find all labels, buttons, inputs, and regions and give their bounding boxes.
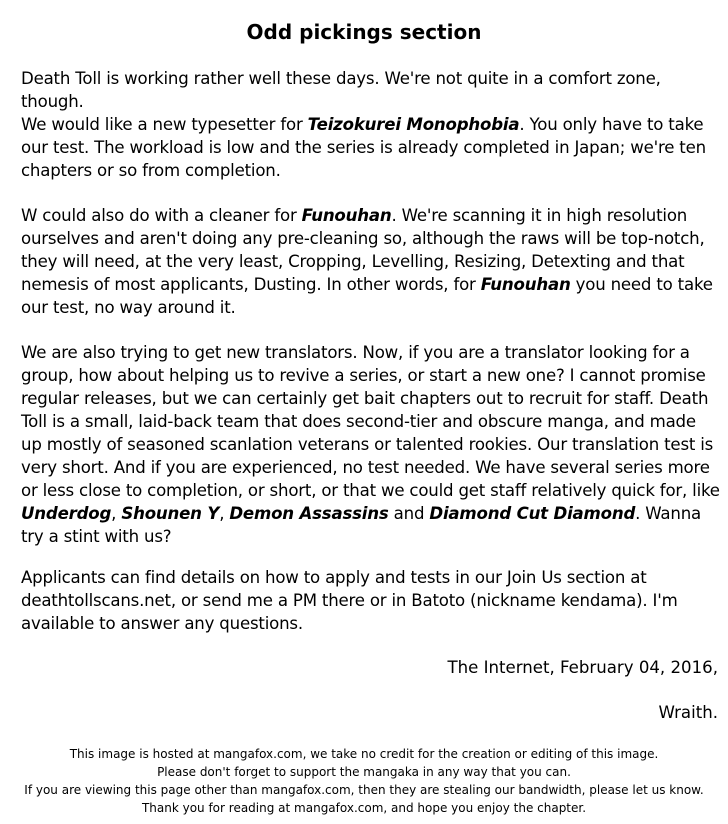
series-title: Shounen Y (121, 504, 220, 523)
paragraph-text: We would like a new typesetter for (21, 115, 308, 134)
paragraph-text: Applicants can find details on how to apply and tests in our Join Us section at deathtollscans.net, or send me a PM there or in Batoto (nickname kendama). I'm available to answer any questions. (21, 568, 678, 633)
signature: Wraith. (658, 703, 718, 722)
paragraph-cleaner-request (21, 204, 721, 319)
series-title: Funouhan (480, 275, 571, 294)
footer-line: Thank you for reading at mangafox.com, and hope you enjoy the chapter. (141, 801, 587, 815)
series-title: Underdog (21, 504, 112, 523)
paragraph-text: . You only have to take our test. The workload is low and the series is already completed in Japan; we're ten chapters or so from completion. (21, 115, 706, 180)
paragraph-text: W could also do with a cleaner for (21, 206, 302, 225)
series-title: Demon Assassins (229, 504, 389, 523)
series-title: Teizokurei Monophobia (307, 115, 520, 134)
paragraph-translator-request (21, 341, 721, 548)
paragraph-text: . Wanna try a stint with us? (21, 504, 702, 546)
paragraph-status (21, 67, 721, 113)
paragraph-text: , (111, 504, 122, 523)
paragraph-text: Death Toll is working rather well these days. We're not quite in a comfort zone, though. (21, 69, 661, 111)
paragraph-applicant-info (21, 566, 721, 635)
paragraph-text: and (388, 504, 430, 523)
footer-line: Please don't forget to support the mangaka in any way that you can. (157, 765, 571, 779)
paragraph-typesetter-request (21, 113, 721, 182)
paragraph-text: you need to take our test, no way around it. (21, 275, 713, 317)
paragraph-text: , (219, 504, 230, 523)
page-title: Odd pickings section (246, 20, 482, 44)
hosting-footer (0, 745, 728, 817)
footer-line: If you are viewing this page other than mangafox.com, then they are stealing our bandwidth, please let us know. (24, 783, 704, 797)
paragraph-text: We are also trying to get new translators. Now, if you are a translator looking for a group, how about helping us to revive a series, or start a new one? I cannot promise regular releases, but we can certainly get bait chapters out to recruit for staff. Death Toll is a small, laid-back team that does second-tier and obscure manga, and made up mostly of seasoned scanlation veterans or talented rookies. Our translation test is very short. And if you are experienced, no test needed. We have several series more or less close to completion, or short, or that we could get staff relatively quick for, like (21, 343, 720, 500)
paragraph-text: . We're scanning it in high resolution ourselves and aren't doing any pre-cleaning so, although the raws will be top-notch, they will need, at the very least, Cropping, Levelling, Resizing, Detexting and that nemesis of most applicants, Dusting. In other words, for (21, 206, 705, 294)
footer-line: This image is hosted at mangafox.com, we take no credit for the creation or editing of this image. (69, 747, 659, 761)
dateline: The Internet, February 04, 2016, (447, 658, 718, 677)
series-title: Diamond Cut Diamond (429, 504, 636, 523)
series-title: Funouhan (301, 206, 392, 225)
